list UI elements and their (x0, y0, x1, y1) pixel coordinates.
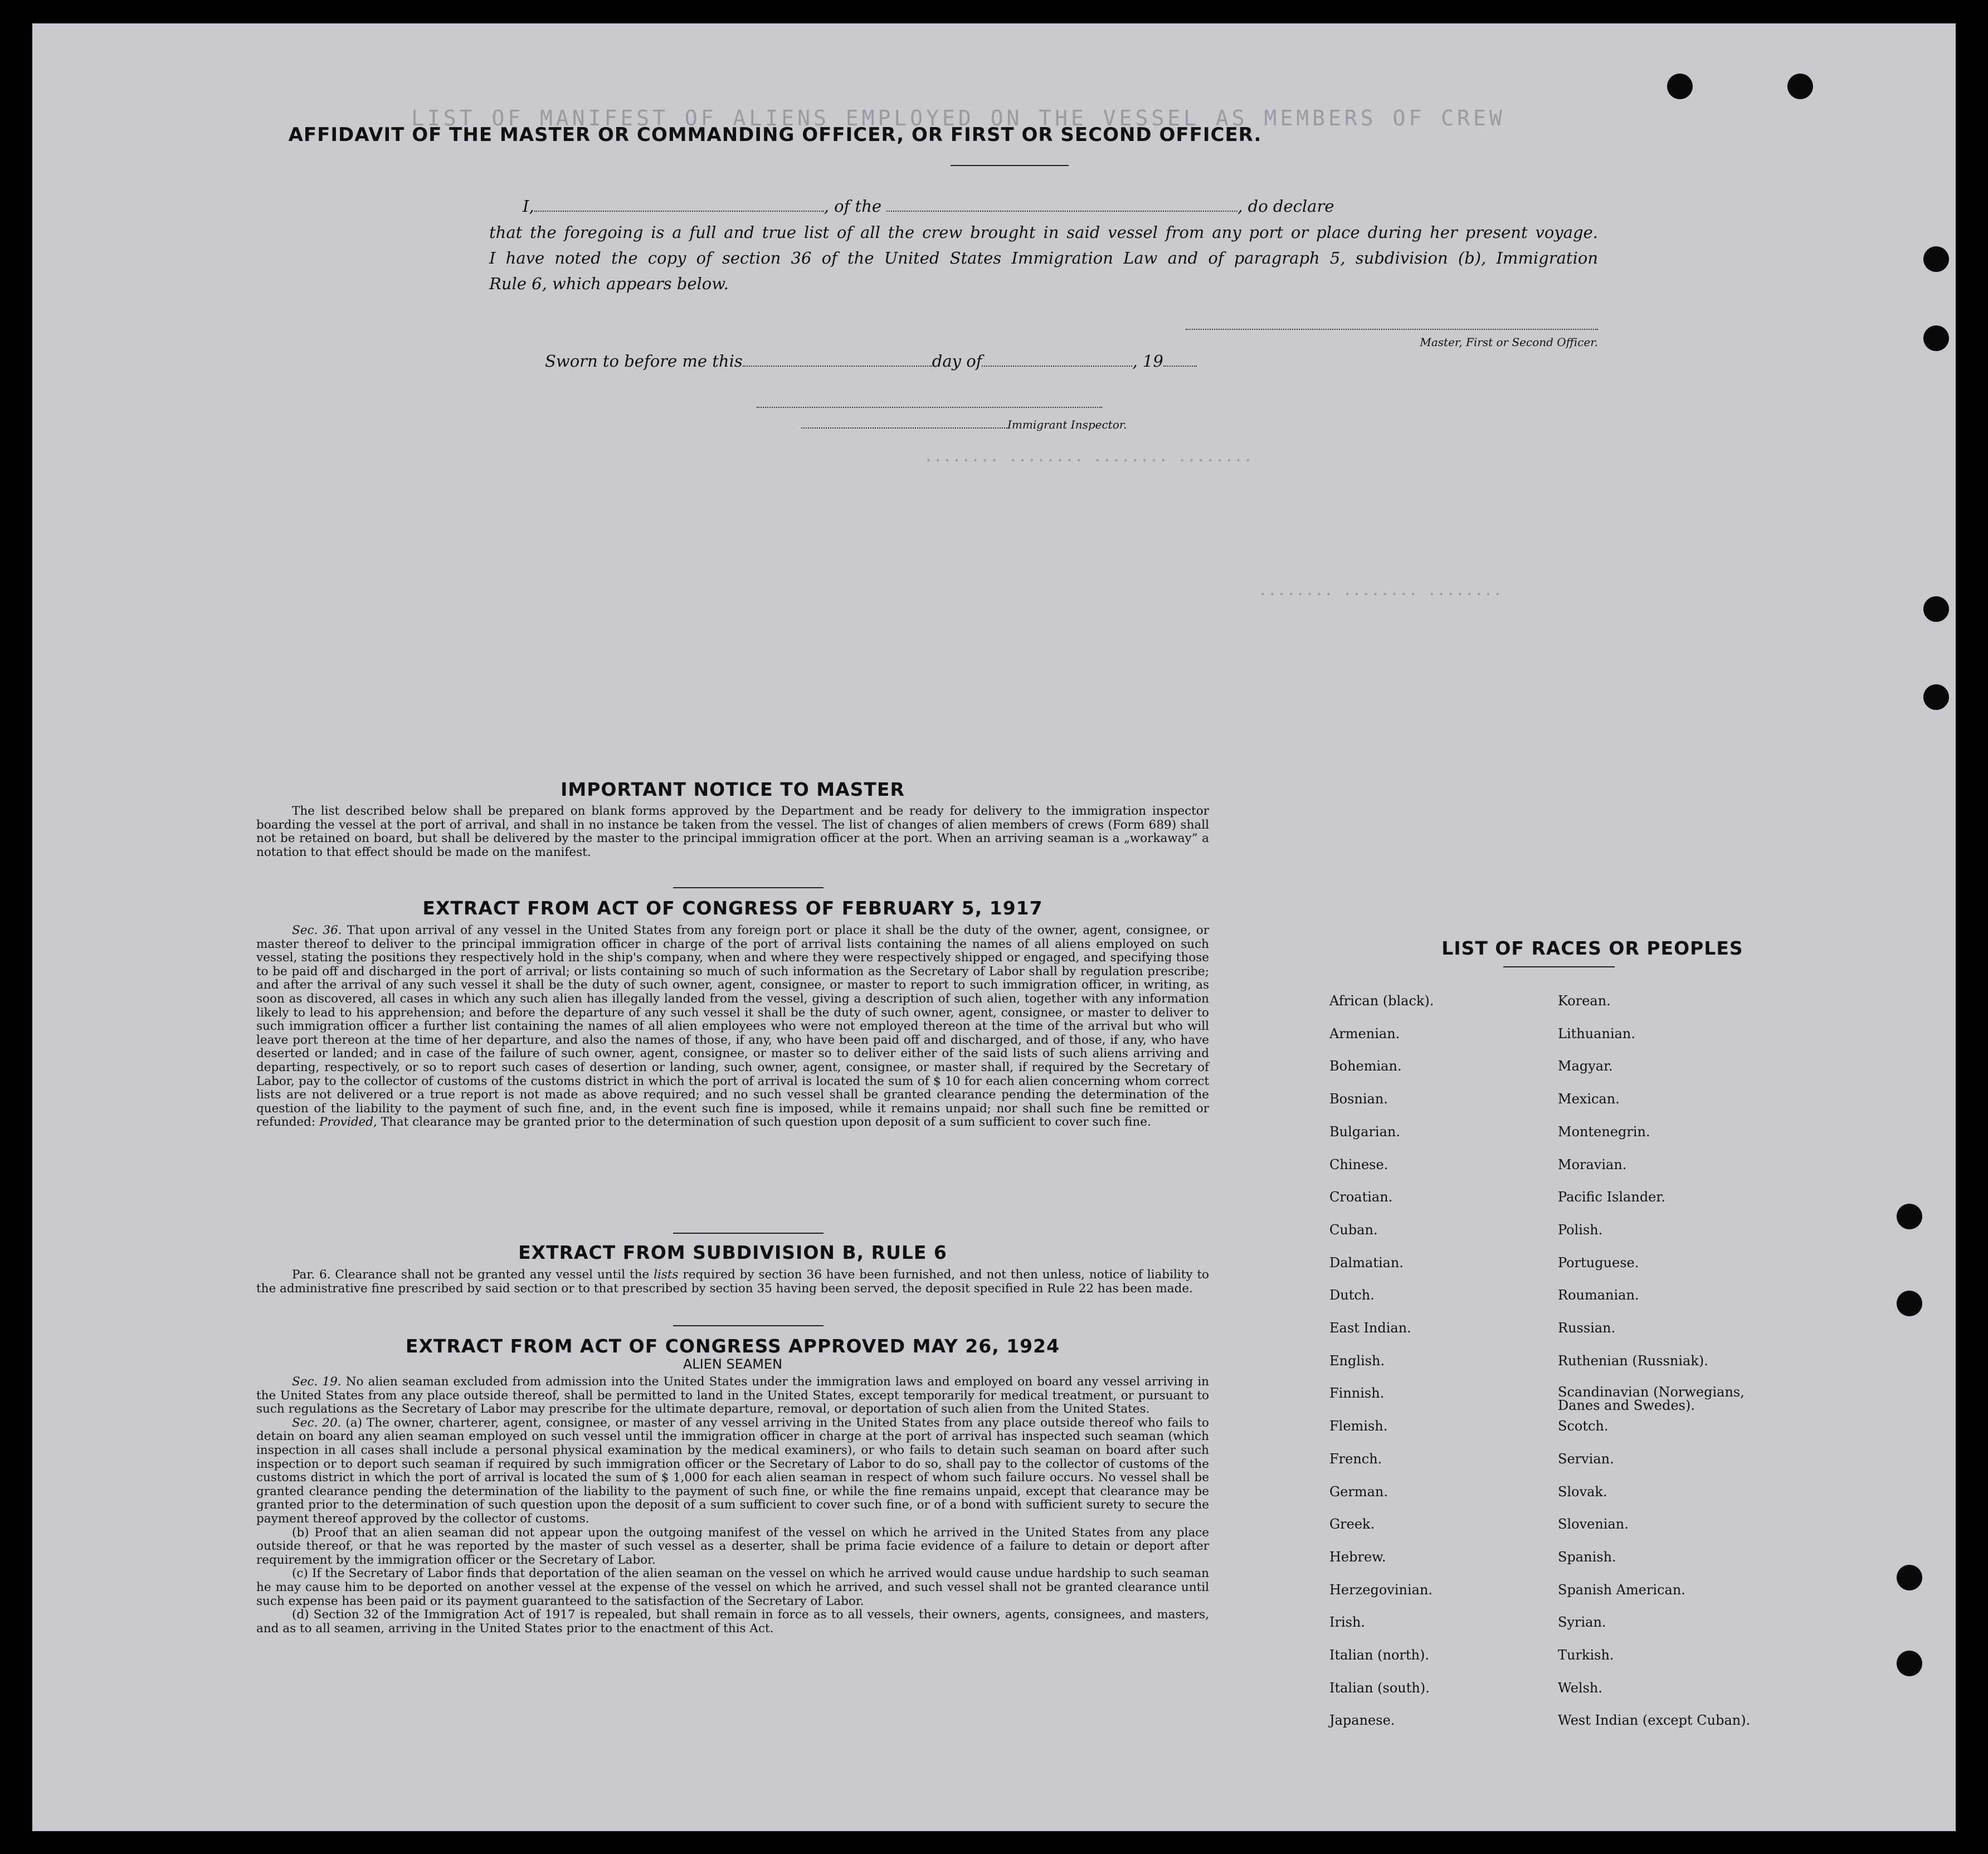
race-item: Italian (north). (1329, 1647, 1430, 1663)
race-item: Japanese. (1329, 1712, 1395, 1729)
race-item: Lithuanian. (1558, 1025, 1636, 1042)
sec-20-label: Sec. 20. (292, 1415, 342, 1430)
rule-6-text-a: Par. 6. Clearance shall not be granted any vessel until the (292, 1268, 650, 1282)
of-the-text: , of the (824, 197, 882, 216)
race-item: Hebrew. (1329, 1549, 1386, 1565)
inspector-label: Immigrant Inspector. (1007, 418, 1127, 431)
race-item: Croatian. (1329, 1189, 1393, 1205)
extract-1917-heading: EXTRACT FROM ACT OF CONGRESS OF FEBRUARY 5, 1917 (422, 897, 1043, 919)
race-item: Greek. (1329, 1516, 1375, 1532)
race-item: Mexican. (1558, 1091, 1620, 1107)
inspector-line-1[interactable] (757, 407, 1102, 408)
race-item: African (black). (1329, 993, 1434, 1009)
extract-1924-heading: EXTRACT FROM ACT OF CONGRESS APPROVED MAY 26, 1924 (405, 1335, 1060, 1357)
year-text: , 19 (1132, 352, 1163, 371)
race-item: Dutch. (1329, 1287, 1375, 1303)
inspector-line-2 (801, 418, 1127, 431)
name-blank[interactable] (534, 199, 824, 212)
extract-1924-paragraph (256, 1375, 1209, 1636)
race-item: Scandinavian (Norwegians, Danes and Swedes). (1558, 1384, 1745, 1414)
race-item: Bosnian. (1329, 1091, 1388, 1107)
race-item: Irish. (1329, 1614, 1366, 1631)
sec-20b-text: (b) Proof that an alien seaman did not appear upon the outgoing manifest of the vessel on which he arrived in the United States from any place outside thereof, or that he was reported by the master of such vessel as a deserter, shall be prima facie evidence of a failure to detain or deport after requirement by the immigration officer or the Secretary of Labor. (256, 1525, 1209, 1567)
lists-word: lists (654, 1268, 679, 1282)
rule-6-paragraph (256, 1268, 1209, 1296)
divider (673, 887, 824, 888)
race-item: Turkish. (1558, 1647, 1614, 1663)
race-item: Russian. (1558, 1320, 1616, 1336)
race-item: Armenian. (1329, 1025, 1400, 1042)
race-item: Cuban. (1329, 1222, 1378, 1238)
race-item: Flemish. (1329, 1418, 1388, 1434)
day-of-text: day of (932, 352, 982, 371)
punch-hole (1897, 1651, 1922, 1676)
sec-19-text: No alien seaman excluded from admission into the United States under the immigration laws and employed on board any vessel arriving in the United States from any place outside thereof, shall be permitted to land in the United States, except temporarily for medical treatment, or pursuant to such regulations as the Secretary of Labor may prescribe for the ultimate departure, removal, or deportation of such alien from the United States. (256, 1375, 1209, 1417)
sec-36-text-end: That clearance may be granted prior to the determination of such question upon deposit of a sum sufficient to cover such fine. (381, 1115, 1151, 1130)
alien-seamen-subheading: ALIEN SEAMEN (683, 1356, 783, 1372)
race-item: Chinese. (1329, 1156, 1388, 1172)
rule-6-text-b: required by section 36 have been furnished, and not then unless, notice of liability to the administrative fine prescribed by said section or to that prescribed by section 35 having been served, the deposit specified in Rule 22 has been made. (256, 1268, 1209, 1296)
punch-hole (1897, 1291, 1922, 1316)
form-page (32, 23, 1956, 1831)
race-item: Montenegrin. (1558, 1123, 1650, 1140)
punch-hole (1787, 74, 1813, 99)
race-item: Bulgarian. (1329, 1123, 1400, 1140)
race-item: Portuguese. (1558, 1254, 1639, 1271)
race-item: Polish. (1558, 1222, 1603, 1238)
race-item: Spanish American. (1558, 1582, 1685, 1598)
year-blank[interactable] (1163, 354, 1197, 367)
race-item: Bohemian. (1329, 1058, 1402, 1074)
i-prefix: I, (523, 197, 534, 216)
race-item: Scotch. (1558, 1418, 1609, 1434)
punch-hole (1923, 246, 1949, 272)
race-item: English. (1329, 1352, 1385, 1369)
race-item: West Indian (except Cuban). (1558, 1712, 1751, 1729)
sworn-line (545, 348, 1269, 374)
bleed-through-text: LIST OF MANIFEST OF ALIENS EMPLOYED ON THE VESSEL AS MEMBERS OF CREW (411, 106, 1505, 130)
title-divider (951, 165, 1069, 166)
punch-hole (1923, 325, 1949, 351)
sec-36-text: That upon arrival of any vessel in the United States from any foreign port or place it shall be the duty of the owner, agent, consignee, or master thereof to deliver to the principal immigration officer in charge of the port of arrival lists containing the names of all aliens employed on such vessel, stating the positions they respectively hold in the ship's company, when and where they were respectively shipped or engaged, and specifying those to be paid off and discharged in the port of arrival; or lists containing so much of such information as the Secretary of Labor shall by regulation prescribe; and after the arrival of any such vessel it shall be the duty of such owner, agent, consignee, or master to report to such immigration officer, in writing, as soon as discovered, all cases in which any such alien has illegally landed from the vessel, giving a description of such alien, together with any information likely to lead to his apprehension; and before the departure of any such vessel it shall be the duty of such owner, agent, consignee, or master to deliver to such immigration officer a further list containing the names of all alien employees who were not employed thereon at the time of the arrival but who will leave port thereon at the time of her departure, and also the names of those, if any, who have been paid off and discharged, and of those, if any, who have deserted or landed; and in case of the failure of such owner, agent, consignee, or master so to deliver either of the said lists of such aliens arriving and departing, respectively, or so to report such cases of desertion or landing, such owner, agent, consignee, or master shall, if required by the Secretary of Labor, pay to the collector of customs of the customs district in which the port of arrival is located the sum of $ 10 for each alien concerning whom correct lists are not delivered or a true report is not made as above required; and no such vessel shall be granted clearance pending the determination of the question of the liability to the payment of such fine, and, in the event such fine is imposed, while it remains unpaid; nor shall such fine be remitted or refunded: (256, 923, 1209, 1130)
rule-6-heading: EXTRACT FROM SUBDIVISION B, RULE 6 (518, 1242, 947, 1263)
races-divider (1503, 966, 1615, 967)
sec-20a-text: (a) The owner, charterer, agent, consignee, or master of any vessel arriving in the United States from any place outside thereof who fails to detain on board any alien seaman employed on such vessel until the immigration officer in charge at the port of arrival has inspected such seaman (which inspection in all cases shall include a personal physical examination by the medical examiners), or who fails to detain such seaman on board after such inspection or to deport such seaman if required by such immigration officer or the Secretary of Labor to do so, shall pay to the collector of customs of the customs district in which the port of arrival is located the sum of $ 1,000 for each alien seaman in respect of whom such failure occurs. No vessel shall be granted clearance pending the determination of the liability to the payment of such fine, or while the fine remains unpaid, except that clearance may be granted prior to the determination of such question upon the deposit of a sum sufficient to cover such fine, or of a bond with sufficient surety to secure the payment thereof approved by the collector of customs. (256, 1415, 1209, 1526)
signature-line[interactable] (1186, 329, 1598, 330)
sec-36-label: Sec. 36. (292, 923, 342, 937)
do-declare-text: , do declare (1237, 197, 1334, 216)
race-item: East Indian. (1329, 1320, 1411, 1336)
race-item: Pacific Islander. (1558, 1189, 1665, 1205)
signature-label: Master, First or Second Officer. (1420, 335, 1598, 349)
sworn-text: Sworn to before me this (545, 352, 743, 371)
race-item: Servian. (1558, 1451, 1614, 1467)
punch-hole (1923, 684, 1949, 710)
race-item: Herzegovinian. (1329, 1582, 1433, 1598)
day-blank[interactable] (743, 354, 932, 367)
notice-text: The list described below shall be prepared on blank forms approved by the Department and be ready for delivery to the immigration inspector boarding the vessel at the port of arrival, and shall in no instance be taken from the vessel. The list of changes of alien members of crews (Form 689) shall not be retained on board, but shall be delivered by the master to the principal immigration officer at the port. When an arriving seaman is a „workaway” a notation to that effect should be made on the manifest. (256, 804, 1209, 859)
race-item: Syrian. (1558, 1614, 1606, 1631)
race-item: French. (1329, 1451, 1382, 1467)
affidavit-line-1 (489, 193, 1598, 219)
race-item: Ruthenian (Russniak). (1558, 1352, 1708, 1369)
race-item: Spanish. (1558, 1549, 1616, 1565)
race-item: Italian (south). (1329, 1680, 1430, 1696)
race-item: Magyar. (1558, 1058, 1613, 1074)
race-item: Roumanian. (1558, 1287, 1639, 1303)
race-item: Korean. (1558, 993, 1611, 1009)
sec-19-label: Sec. 19. (292, 1375, 342, 1389)
race-item: German. (1329, 1483, 1388, 1500)
extract-1917-paragraph (256, 924, 1209, 1130)
punch-hole (1923, 596, 1949, 622)
sec-20c-text: (c) If the Secretary of Labor finds that deportation of the alien seaman on the vessel on which he arrived would cause undue hardship to such seaman he may cause him to be deported on another vessel at the expense of the vessel on which he arrived, and such vessel shall not be granted clearance until such expense has been paid or its payment guaranteed to the satisfaction of the Secretary of Labor. (256, 1566, 1209, 1608)
race-item: Finnish. (1329, 1385, 1385, 1402)
punch-hole (1667, 74, 1693, 99)
punch-hole (1897, 1204, 1922, 1229)
race-item: Slovak. (1558, 1483, 1607, 1500)
race-item: Slovenian. (1558, 1516, 1629, 1532)
affidavit-title: AFFIDAVIT OF THE MASTER OR COMMANDING OFFICER, OR FIRST OR SECOND OFFICER. (288, 124, 1262, 146)
sec-20d-text: (d) Section 32 of the Immigration Act of 1917 is repealed, but shall remain in force as to all vessels, their owners, agents, consignees, and masters, and as to all seamen, arriving in the United States prior to the enactment of this Act. (256, 1608, 1209, 1636)
month-blank[interactable] (982, 354, 1132, 367)
affidavit-line-2: that the foregoing is a full and true list of all the crew brought in said vessel from any port or place during her present voyage. (489, 223, 1598, 242)
notice-heading: IMPORTANT NOTICE TO MASTER (561, 778, 905, 800)
provided-word: Provided, (319, 1115, 377, 1130)
bleed-through-text: ........ ........ ........ (1258, 581, 1503, 599)
notice-paragraph (256, 805, 1209, 859)
races-title: LIST OF RACES OR PEOPLES (1441, 937, 1743, 959)
affidavit-line-3: I have noted the copy of section 36 of the United States Immigration Law and of paragraph 5, subdivision (b), Immigration (489, 249, 1598, 267)
divider (673, 1233, 824, 1234)
divider (673, 1325, 824, 1326)
race-item: Welsh. (1558, 1680, 1602, 1696)
inspector-blank[interactable] (801, 419, 1007, 429)
vessel-blank[interactable] (886, 199, 1237, 212)
race-item: Dalmatian. (1329, 1254, 1404, 1271)
punch-hole (1897, 1565, 1922, 1590)
race-item: Moravian. (1558, 1156, 1627, 1172)
bleed-through-text: ........ ........ ........ ........ (924, 447, 1253, 465)
affidavit-line-4: Rule 6, which appears below. (489, 274, 729, 293)
